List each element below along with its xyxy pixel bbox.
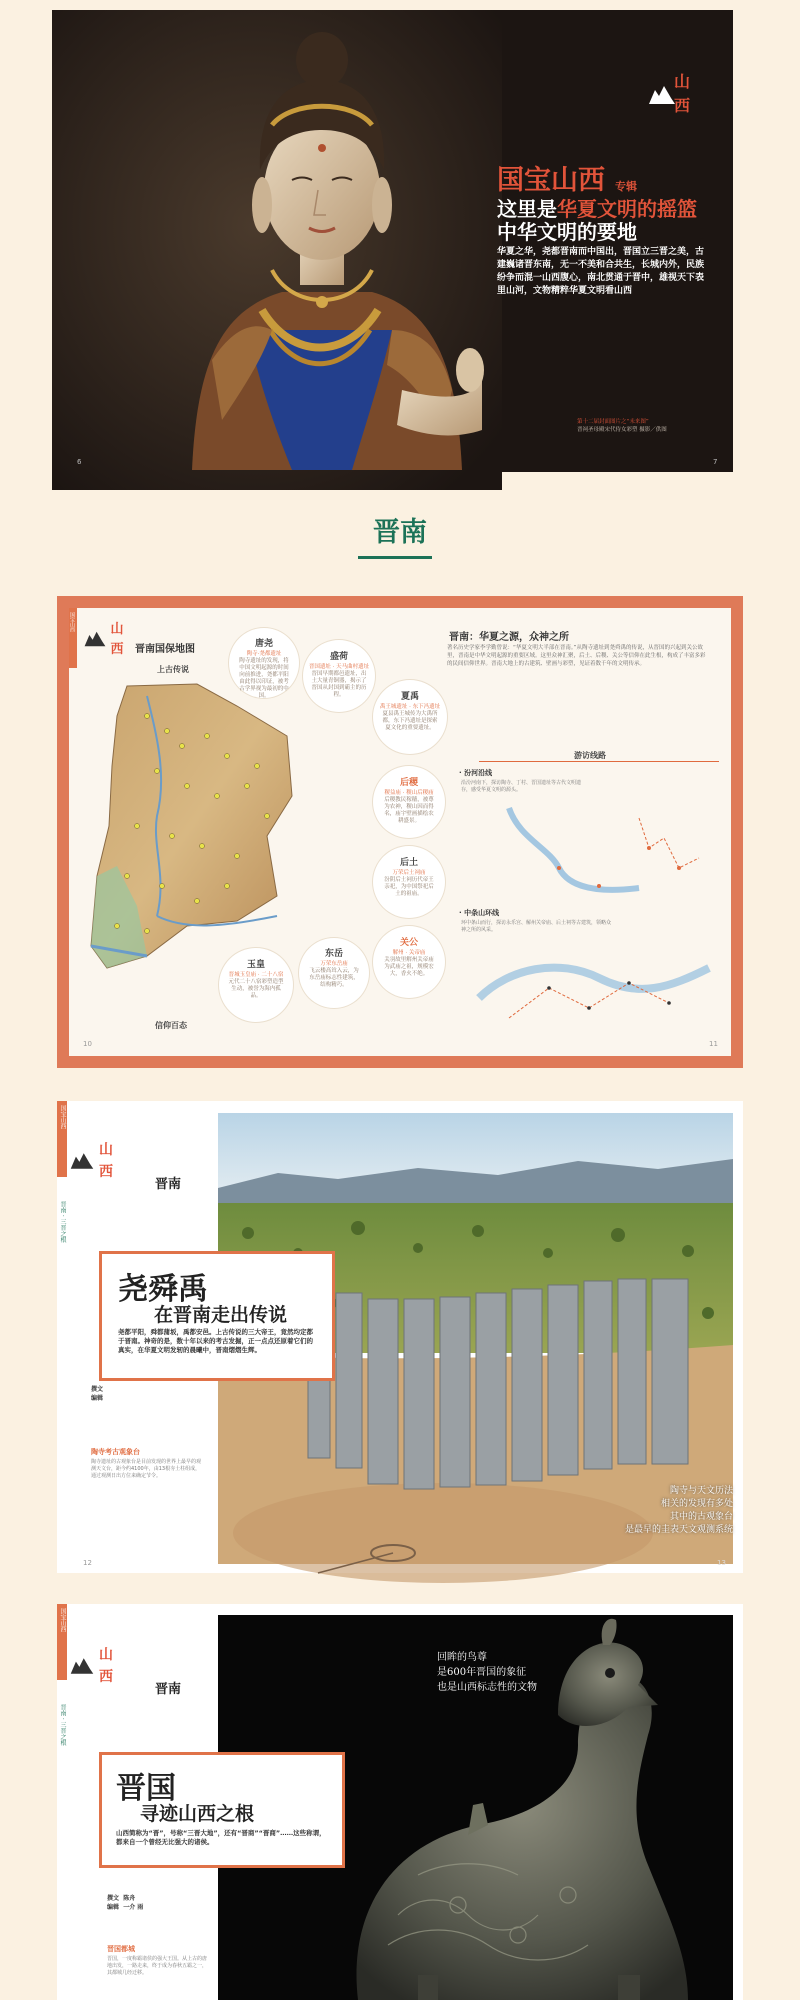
side-tab-section: [57, 1201, 67, 1361]
mountain-logo-icon: [83, 630, 107, 648]
magazine-logo: [83, 620, 131, 664]
sidebar-title: 晋国都城: [107, 1945, 135, 1953]
credit-name: 一介 雨: [123, 1904, 144, 1911]
side-tab-label: 国宝山西: [59, 1608, 66, 1632]
page-number-right: 7: [713, 458, 718, 466]
credit-name: 陈舟: [123, 1895, 136, 1902]
cover-caption-highlight: 第十二届封面图片之“未来图”: [577, 419, 649, 425]
topic-bubble: [299, 938, 369, 1008]
bubble-heading: 关公: [399, 938, 418, 948]
photo-caption-line: 陶寺与天文历法: [669, 1486, 733, 1496]
feature-title-box: [99, 1251, 335, 1381]
bubble-text: 汾阴后土祠历代帝王亲祀，为中国祭祀后土的祖庙。: [384, 877, 434, 897]
bubble-subtitle: 晋城玉皇庙 · 二十八宿: [228, 972, 284, 978]
bubble-heading: 唐尧: [254, 639, 273, 649]
bubble-text: 关羽故里解州关帝庙为武庙之祖，规模宏大，香火不绝。: [384, 957, 434, 977]
magazine-logo: [69, 1139, 123, 1185]
cover-title-tag: 专辑: [615, 180, 637, 193]
bubble-heading: 东岳: [324, 949, 343, 959]
spread-map: [57, 596, 743, 1068]
logo-text: 山西: [673, 72, 690, 115]
section-underline: [358, 556, 432, 559]
bubble-text: 元代二十八宿彩塑造型生动，被誉为海内孤品。: [228, 979, 284, 999]
article-title: 晋南：华夏之源，众神之所: [449, 632, 569, 643]
cover-subtitle: [497, 198, 737, 244]
era-top-label: 上古传说: [157, 665, 189, 674]
credit-label: 撰文: [91, 1386, 104, 1393]
topic-bubble: [373, 926, 445, 998]
jinnan-relief-map: [87, 676, 297, 976]
feature-title-sub: 寻迹山西之根: [140, 1803, 255, 1825]
logo-text: 山西: [110, 622, 124, 657]
topic-bubble: [373, 846, 445, 918]
photo-caption: [607, 1485, 733, 1537]
cover-subtitle-highlight: 华夏文明的摇篮: [557, 197, 697, 221]
side-tab: [69, 608, 77, 668]
bubble-text: 飞云楼高耸入云，为东岳庙标志性建筑，结构精巧。: [309, 968, 359, 988]
era-bottom-label: 信仰百态: [155, 1021, 187, 1030]
credit-row: [107, 1903, 143, 1912]
page-number-left: 6: [77, 458, 82, 466]
photo-caption: [437, 1650, 617, 1695]
photo-caption-line: 是最早的圭表天文观测系统: [624, 1525, 733, 1535]
route-2-label: · 中条山环线: [459, 909, 500, 917]
sidebar-title: 陶寺考古观象台: [91, 1448, 140, 1456]
feature-intro: 尧都平阳，舜都蒲坂，禹都安邑。上古传说的三大帝王，竟然均定都于晋南。神奇的是，数十年以来的考古发掘，正一点点还原着它们的真实，在华夏文明发轫的晨曦中，晋南熠熠生辉。: [118, 1328, 313, 1354]
article-body: 著名历史学家李学勤曾说：“华夏文明大半部在晋南。”从陶寺遗址到尧舜禹的传说，从晋国的兴起到关公故里，晋南是中华文明起源的重要区域。这里众神汇聚，后土、后稷、关公等信仰在此生根，构成了丰富多彩的民间信仰世界。晋南大地上的古建筑、壁画与彩塑，见证着数千年的文明传承。: [447, 645, 706, 667]
spread-cover: [57, 10, 733, 472]
bubble-text: 夏县禹王城传为大禹所都，东下冯遗址是探索夏文化的重要遗址。: [382, 711, 438, 731]
bubble-text: 后稷教民稼穑，被尊为农神，稷山因而得名，庙宇壁画描绘农耕盛景。: [384, 797, 434, 824]
spread-jin-state: [57, 1604, 743, 2000]
side-tab-section-label: 晋南 · 三晋之根: [59, 1704, 66, 1746]
routes-divider: [479, 761, 719, 762]
spread-yao-shun-yu: [57, 1101, 743, 1573]
credits: [107, 1894, 143, 1912]
bubble-heading: 玉皇: [246, 960, 265, 970]
bubble-text: 陶寺遗址的发现，将中国文明起源的时间向前推进，尧都平阳由此得以印证，被考古学界视为最初的中国。: [239, 658, 289, 699]
photo-caption-line: 回眸的鸟尊: [437, 1652, 487, 1663]
mountain-logo-icon: [69, 1151, 95, 1171]
route-1-map: [489, 798, 719, 908]
photo-caption-line: 其中的古观象台: [669, 1512, 733, 1522]
feature-title-main: 晋国: [116, 1771, 176, 1806]
cover-subtitle-line2: 中华文明的要地: [497, 220, 637, 244]
sidebar-body: 陶寺遗址的古观象台是目前发现的世界上最早的观测天文台，距今约4100年，由13根夯土柱组成，通过观测日出方位来确定节令。: [91, 1459, 202, 1479]
photo-caption-line: 相关的发现有多处: [660, 1499, 733, 1509]
cover-body-text: 华夏之华，尧都晋南而中国出，晋国立三晋之美，古建巍诸晋东南，无一不美和合共生，长城内外，民族纷争而混一山西腹心，南北贯通于晋中，雄视天下表里山河，文物精粹华夏文明看山西: [497, 247, 705, 296]
bubble-text: 晋国早期都邑遗址，出土大量青铜器，揭示了晋国从封国到霸主的历程。: [311, 671, 367, 698]
bubble-heading: 后稷: [399, 778, 418, 788]
side-tab-label: 国宝山西: [59, 1105, 66, 1129]
credit-label: 编辑: [91, 1395, 104, 1402]
bubble-heading: 夏禹: [400, 692, 419, 702]
feature-title-sub: 在晋南走出传说: [154, 1304, 288, 1326]
page-number-left: 10: [83, 1040, 92, 1048]
topic-bubble: [373, 680, 447, 754]
route-2-map: [469, 938, 719, 1038]
bubble-heading: 后土: [399, 858, 418, 868]
credit-label: 编辑: [107, 1904, 120, 1911]
route-2-desc: 环中条山而行，探访永乐宫、解州关帝庙、后土祠等古建筑，领略众神之所的风采。: [461, 920, 612, 933]
feature-title-main: 尧舜禹: [118, 1272, 208, 1307]
bodhisattva-statue-photo: [152, 30, 482, 470]
region-label: 晋南: [155, 1682, 182, 1697]
bubble-subtitle: 稷益庙 · 稷山后稷庙: [384, 790, 434, 796]
sidebar-body: 晋国，一度称霸诸侯的强大王国。从上古的唐地出发，一路走来，终于成为春秋五霸之一，其都城几经迁移。: [107, 1956, 208, 1976]
side-tab: [57, 1101, 67, 1177]
bubble-subtitle: 万荣东岳庙: [320, 961, 348, 967]
page-number-left: 12: [83, 1559, 92, 1567]
feature-title-box: [99, 1752, 345, 1868]
cover-caption: [577, 418, 717, 434]
route-1-label: · 汾河沿线: [459, 769, 493, 777]
route-1-desc: 沿汾河南下，探访陶寺、丁村、晋国遗址等古代文明遗存，感受华夏文明的源头。: [461, 780, 582, 793]
routes-title: 游访线路: [574, 751, 606, 760]
topic-bubble: [303, 640, 375, 712]
region-label: 晋南: [155, 1177, 182, 1192]
side-tab-section: [57, 1704, 67, 1864]
topic-bubble: [373, 766, 445, 838]
bubble-subtitle: 禹王城遗址 · 东下冯遗址: [379, 704, 441, 710]
map-title: 晋南国保地图: [135, 644, 195, 655]
credit-row: [107, 1894, 143, 1903]
logo-text: 山西: [99, 1647, 113, 1685]
side-tab-section-label: 晋南 · 三晋之根: [59, 1201, 66, 1243]
mountain-logo-icon: [69, 1656, 95, 1676]
side-tab: [57, 1604, 67, 1680]
magazine-logo: [69, 1644, 123, 1690]
bubble-subtitle: 陶寺·尧都遗址: [246, 651, 282, 657]
logo-text: 山西: [99, 1142, 113, 1180]
cover-title: 国宝山西: [497, 165, 605, 196]
photo-caption-line: 也是山西标志性的文物: [437, 1682, 537, 1693]
bubble-heading: 盛荷: [329, 652, 348, 662]
credits: [91, 1385, 103, 1403]
topic-bubble: [229, 628, 299, 698]
bubble-subtitle: 晋国遗址 · 天马曲村遗址: [308, 664, 370, 670]
section-heading: 晋南: [373, 517, 427, 548]
photo-caption-line: 是600年晋国的象征: [437, 1667, 527, 1678]
bubble-subtitle: 解州 · 关帝庙: [392, 950, 426, 956]
map-page: [69, 608, 731, 1056]
cover-caption-text: 晋祠圣母殿宋代侍女彩塑 摄影／供图: [577, 427, 667, 433]
topic-bubble: [219, 948, 293, 1022]
page-number-right: 13: [717, 1559, 726, 1567]
page-number-right: 11: [709, 1040, 718, 1048]
bubble-subtitle: 万荣后土祠庙: [392, 870, 426, 876]
side-tab-label: 国宝山西: [69, 612, 75, 632]
credit-label: 撰文: [107, 1895, 120, 1902]
feature-intro: 山西简称为“晋”，号称“三晋大地”，还有“晋商”“晋商”……这些称谓，都来自一个曾经无比强大的诸侯。: [116, 1829, 326, 1846]
cover-subtitle-pre: 这里是: [497, 197, 557, 221]
magazine-logo: [647, 70, 697, 122]
